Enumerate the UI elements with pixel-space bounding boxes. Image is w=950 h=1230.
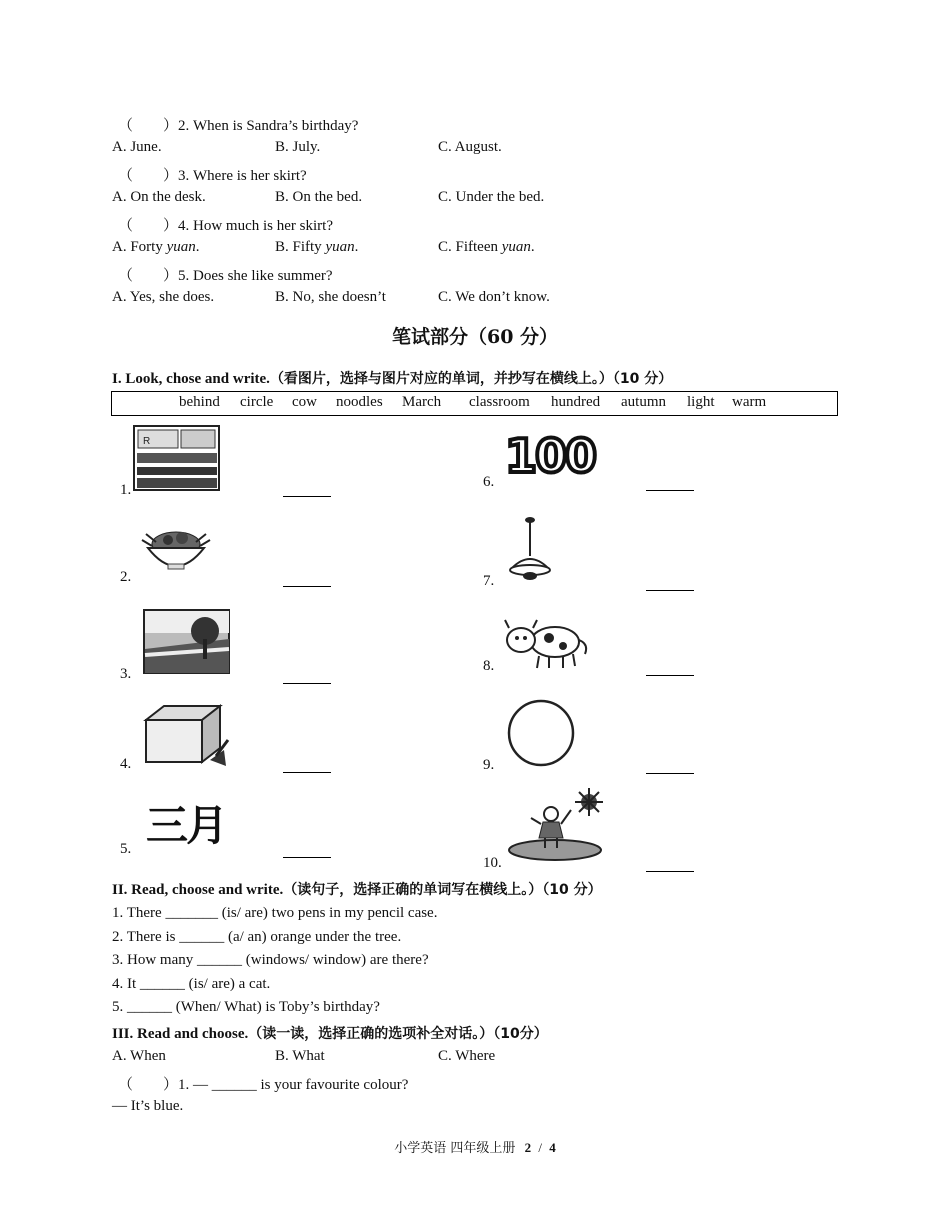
question-text: 4. How much is her skirt? [178,218,333,234]
answer-blank[interactable] [646,590,694,591]
option-end: . [195,239,200,255]
page-separator: / [538,1140,542,1155]
answer-option [112,239,200,256]
word-bank-word: classroom [469,394,530,410]
listening-question [118,264,333,285]
answer-option [438,239,535,256]
classroom-picture [133,425,221,493]
noodles-picture [138,522,216,580]
option-unit: yuan [501,239,531,255]
svg-text:R: R [143,436,151,447]
page-total: 4 [549,1140,556,1155]
question-text: 2. When is Sandra’s birthday? [178,118,359,134]
word-bank-word: behind [179,394,220,410]
dialogue-question-1 [118,1073,408,1094]
option-text: C. Fifteen [438,239,498,255]
answer-option [275,189,362,206]
item-number: 4. [120,756,132,772]
word-bank [111,391,838,416]
answer-blank[interactable] [646,675,694,676]
option-c: C. Where [438,1048,496,1064]
option-text: A. Forty [112,239,163,255]
option-text: B. Fifty [275,239,322,255]
hundred-picture: 100 [505,429,596,483]
item-number: 6. [483,474,495,490]
footer-text: 小学英语 四年级上册 [394,1141,516,1156]
word-bank-word: autumn [621,394,666,410]
answer-blank[interactable] [283,496,331,497]
answer-bracket[interactable]: （ ） [118,118,179,134]
page-number: 2 [524,1140,532,1155]
answer-option [275,239,358,256]
option-unit: yuan [325,239,355,255]
option-text: C. August. [438,139,502,155]
answer-option [438,289,550,306]
word-bank-word: circle [240,394,274,410]
word-bank-word: light [687,394,715,410]
section-2-title: II. Read, choose and write. [112,882,284,898]
answer-bracket[interactable]: （ ） [118,218,179,234]
section-1-instructions: （看图片，选择与图片对应的单词，并抄写在横线上。）（10 分） [269,371,673,387]
circle-picture [505,699,577,769]
answer-blank[interactable] [283,857,331,858]
listening-question [118,214,333,235]
answer-bracket[interactable]: （ ） [118,1077,179,1093]
section-3-heading [112,1023,548,1043]
option-text: B. July. [275,139,321,155]
word-bank-word: warm [732,394,767,410]
listening-question [118,164,307,185]
option-text: A. Yes, she does. [112,289,215,305]
answer-option [275,289,386,306]
option-text: B. No, she doesn’t [275,289,386,305]
option-b: B. What [275,1048,325,1064]
option-text: A. June. [112,139,162,155]
answer-blank[interactable] [283,683,331,684]
answer-option [275,139,320,156]
answer-option [112,289,214,306]
fill-in-sentence: 1. There _______ (is/ are) two pens in my pencil case. [112,905,438,921]
march-character-picture: 三月 [146,801,227,850]
section-2-instructions: （读句子，选择正确的单词写在横线上。）（10 分） [283,882,602,898]
word-bank-word: cow [292,394,317,410]
answer-blank[interactable] [646,773,694,774]
option-text: C. We don’t know. [438,289,550,305]
written-part-title: 笔试部分（60 分） [391,326,559,348]
option-text: B. On the bed. [275,189,363,205]
lamp-picture [504,516,556,582]
fill-in-sentence: 3. How many ______ (windows/ window) are there? [112,952,429,968]
fill-in-sentence: 2. There is ______ (a/ an) orange under the tree. [112,928,402,945]
answer-blank[interactable] [283,586,331,587]
item-number: 2. [120,569,132,585]
answer-option [438,189,544,206]
item-number: 9. [483,757,495,773]
section-3-title: III. Read and choose. [112,1026,249,1042]
question-text: 5. Does she like summer? [178,268,333,284]
fill-in-sentence: 4. It ______ (is/ are) a cat. [112,975,271,992]
section-3-instructions: （读一读，选择正确的选项补全对话。）（10分） [248,1026,548,1042]
answer-option [112,189,206,206]
word-bank-word: noodles [336,394,383,410]
question-text: 3. Where is her skirt? [178,168,307,184]
fill-in-sentence: 5. ______ (When/ What) is Toby’s birthday? [112,999,380,1015]
option-end: . [354,239,359,255]
answer-bracket[interactable]: （ ） [118,268,179,284]
item-number: 8. [483,658,495,674]
item-number: 3. [120,666,132,682]
section-2-heading [112,879,602,899]
item-number: 10. [483,855,502,871]
option-end: . [530,239,535,255]
section-1-heading [112,368,672,388]
dialogue-question-text: 1. — ______ is your favourite colour? [178,1077,409,1093]
option-text: C. Under the bed. [438,189,545,205]
page-footer [0,1137,950,1156]
answer-blank[interactable] [283,772,331,773]
answer-bracket[interactable]: （ ） [118,168,179,184]
section-1-title: I. Look, chose and write. [112,371,270,387]
listening-question [118,114,358,135]
answer-option [112,139,162,156]
option-text: A. On the desk. [112,189,206,205]
option-a: A. When [112,1048,166,1064]
answer-blank[interactable] [646,871,694,872]
answer-option [438,139,502,156]
autumn-picture [143,609,231,675]
option-unit: yuan [166,239,196,255]
item-number: 1. [120,482,132,498]
warm-weather-picture [505,788,605,864]
cow-picture [503,614,589,672]
word-bank-word: hundred [551,394,601,410]
answer-blank[interactable] [646,490,694,491]
box-picture [140,700,232,772]
item-number: 7. [483,573,495,589]
dialogue-answer-1: — It’s blue. [112,1098,184,1114]
word-bank-word: March [402,394,442,410]
item-number: 5. [120,841,132,857]
